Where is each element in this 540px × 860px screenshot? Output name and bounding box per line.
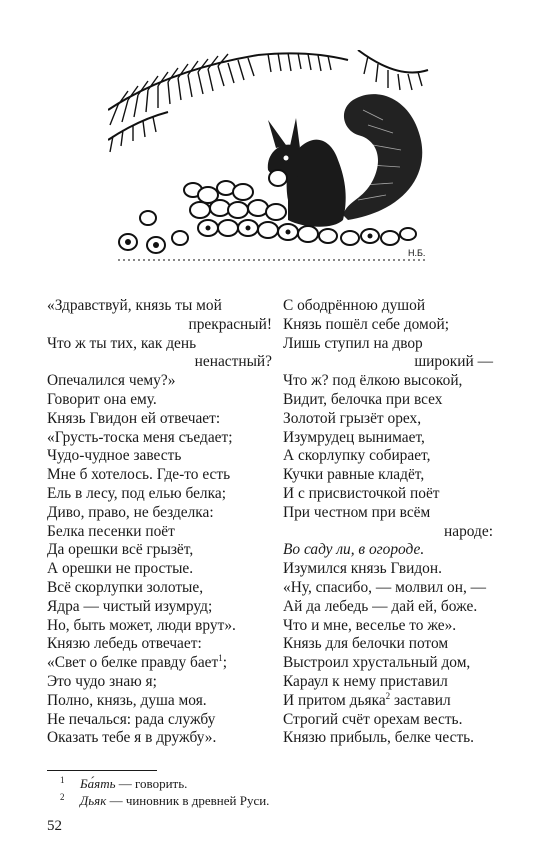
poem-line: Ай да лебедь — дай ей, боже. bbox=[283, 597, 478, 615]
left-poem-column bbox=[47, 297, 272, 748]
illustration-signature: Н.Б. bbox=[408, 248, 426, 258]
footnote: 1 Ба́ять — говорить. bbox=[60, 774, 188, 791]
poem-line: Белка песенки поёт bbox=[47, 522, 175, 540]
poem-line: И с присвисточкой поёт bbox=[283, 484, 440, 502]
poem-line: Полно, князь, душа моя. bbox=[47, 691, 207, 709]
poem-line: Диво, право, не безделка: bbox=[47, 503, 214, 521]
poem-line: «Здравствуй, князь ты мой bbox=[47, 297, 222, 314]
footnote-marker: 2 bbox=[385, 690, 391, 701]
poem-line: Оказать тебе я в дружбу». bbox=[47, 729, 217, 747]
poem-line: Князь пошёл себе домой; bbox=[283, 315, 450, 333]
poem-line: Ядра — чистый изумруд; bbox=[47, 597, 213, 615]
poem-line: Кучки равные кладёт, bbox=[283, 466, 425, 484]
poem-line: Изумрудец вынимает, bbox=[283, 428, 425, 446]
poem-line: ненастный? bbox=[194, 353, 272, 371]
poem-line: Что и мне, веселье то же». bbox=[283, 616, 457, 634]
poem-line: Ель в лесу, под елью белка; bbox=[47, 484, 226, 502]
nut-icon bbox=[269, 170, 287, 186]
poem-line: народе: bbox=[444, 522, 493, 540]
poem-line: широкий — bbox=[414, 353, 493, 371]
poem-line: прекрасный! bbox=[188, 315, 272, 333]
poem-line: Что ж ты тих, как день bbox=[47, 334, 197, 352]
poem-line: Строгий счёт орехам весть. bbox=[283, 710, 463, 728]
poem-line: Опечалился чему?» bbox=[47, 372, 176, 390]
poem-line: А орешки не простые. bbox=[47, 560, 194, 578]
poem-line: Князь для белочки потом bbox=[283, 635, 449, 653]
page-number: 52 bbox=[47, 818, 62, 834]
footnote: 2 Дьяк — чиновник в древней Руси. bbox=[60, 791, 270, 808]
footnote-marker: 1 bbox=[218, 653, 223, 664]
squirrel-tail-icon bbox=[343, 94, 422, 220]
right-poem-column bbox=[283, 297, 493, 748]
footnote-divider bbox=[47, 770, 157, 771]
poem-line: Выстроил хрустальный дом, bbox=[283, 654, 471, 672]
poem-line: «Ну, спасибо, — молвил он, — bbox=[283, 578, 487, 596]
poem-line: Всё скорлупки золотые, bbox=[47, 578, 204, 596]
poem-line: Князю прибыль, белке честь. bbox=[283, 729, 475, 747]
poem-line: С ободрённою душой bbox=[283, 297, 426, 314]
footnotes bbox=[60, 775, 269, 809]
poem-line: Что ж? под ёлкою высокой, bbox=[283, 372, 463, 390]
poem-line: Чудо-чудное завесть bbox=[47, 447, 182, 465]
poem-line: А скорлупку собирает, bbox=[283, 447, 431, 465]
poem-line: Да орешки всё грызёт, bbox=[47, 541, 194, 559]
poem-line: Караул к нему приставил bbox=[283, 672, 448, 690]
poem-line: Во саду ли, в огороде. bbox=[283, 541, 425, 559]
poem-line: Лишь ступил на двор bbox=[283, 334, 423, 352]
poem-line: «Грусть-тоска меня съедает; bbox=[47, 428, 233, 446]
poem-line: Это чудо знаю я; bbox=[47, 672, 157, 690]
poem-line: Золотой грызёт орех, bbox=[283, 409, 422, 427]
poem-line: Князю лебедь отвечает: bbox=[47, 635, 202, 653]
poem-line: И притом дьяка$^2$ заставил bbox=[283, 690, 451, 709]
poem-line: При честном при всём bbox=[283, 503, 431, 521]
poem-line: Не печалься: рада службу bbox=[47, 710, 216, 728]
poem-line: Но, быть может, люди врут». bbox=[47, 616, 236, 634]
poem-line: Изумился князь Гвидон. bbox=[283, 560, 442, 578]
poem-line: Мне б хотелось. Где-то есть bbox=[47, 466, 231, 484]
poem-line: «Свет о белке правду бает$^1$; bbox=[47, 653, 228, 672]
poem-line: Князь Гвидон ей отвечает: bbox=[47, 409, 221, 427]
poem-line: Видит, белочка при всех bbox=[283, 390, 443, 408]
squirrel-illustration bbox=[108, 50, 438, 275]
poem-line: Говорит она ему. bbox=[47, 390, 157, 408]
